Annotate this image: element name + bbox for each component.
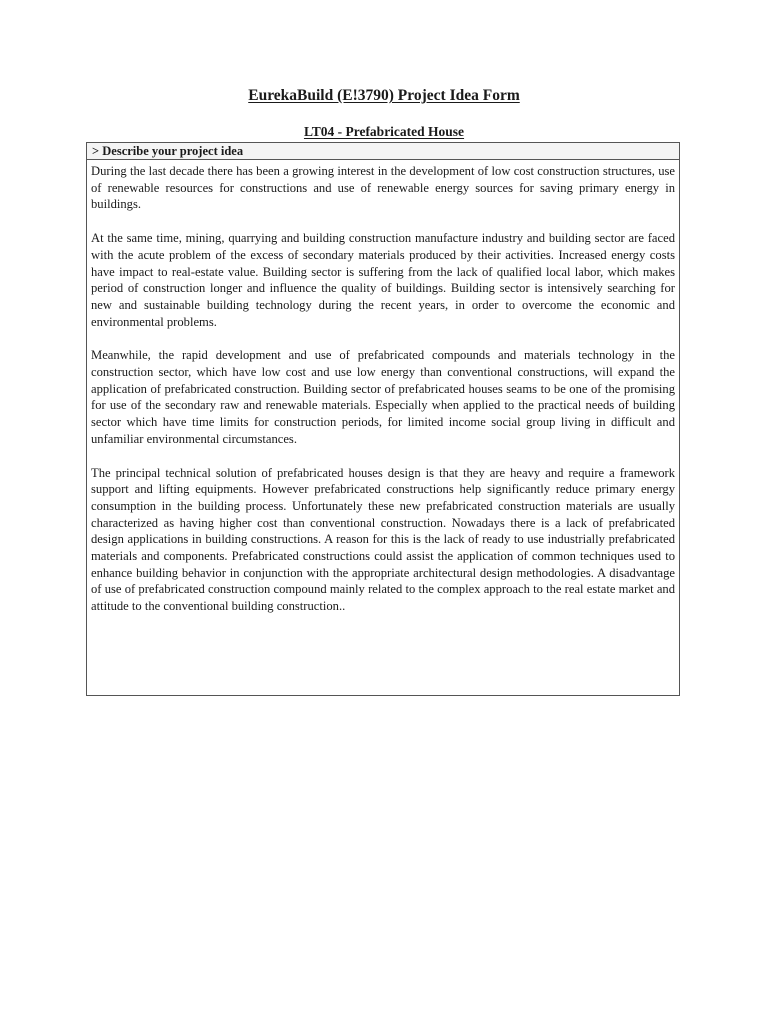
paragraph: Meanwhile, the rapid development and use of prefabricated compounds and materials technology in the construction sector, which have low cost and use low energy than conventional constructions, will expand the application of prefabricated construction. Building sector of prefabricated houses seams to be one of the promising for use of the secondary raw and renewable materials. Especially when applied to the practical needs of building sector which have time limits for construction periods, for limited income social group living in difficult and unfamiliar environmental circumstances. bbox=[91, 348, 675, 446]
project-idea-form-box bbox=[86, 142, 680, 696]
paragraph: During the last decade there has been a growing interest in the development of low cost construction structures, use of renewable resources for constructions and use of renewable energy sources for saving primary energy in buildings. bbox=[91, 164, 675, 212]
section-header-describe-project-idea: > Describe your project idea bbox=[87, 143, 679, 160]
project-idea-description bbox=[87, 160, 679, 615]
paragraph: The principal technical solution of prefabricated houses design is that they are heavy and require a framework support and lifting equipments. However prefabricated constructions help significantly reduce primary energy consumption in the building process. Unfortunately these new prefabricated construction materials are usually characterized as having higher cost than conventional construction. Nowadays there is a lack of prefabricated design applications in building constructions. A reason for this is the lack of ready to use industrially prefabricated materials and components. Prefabricated constructions could assist the application of common techniques used to enhance building behavior in conjunction with the appropriate architectural design methodologies. A disadvantage of use of prefabricated construction compound mainly related to the complex approach to the real estate market and attitude to the conventional building construction.. bbox=[91, 465, 675, 614]
document-subtitle: LT04 - Prefabricated House bbox=[303, 124, 465, 139]
paragraph: At the same time, mining, quarrying and building construction manufacture industry and building sector are faced with the acute problem of the excess of secondary materials produced by their activities. Increased energy costs have impact to real-estate value. Building sector is suffering from the lack of qualified local labor, which makes period of construction longer and influence the quality of buildings. Building sector is intensively searching for new and sustainable building technology during the recent years, in order to overcome the economic and environmental problems. bbox=[91, 231, 675, 329]
document-title: EurekaBuild (E!3790) Project Idea Form bbox=[248, 87, 520, 104]
